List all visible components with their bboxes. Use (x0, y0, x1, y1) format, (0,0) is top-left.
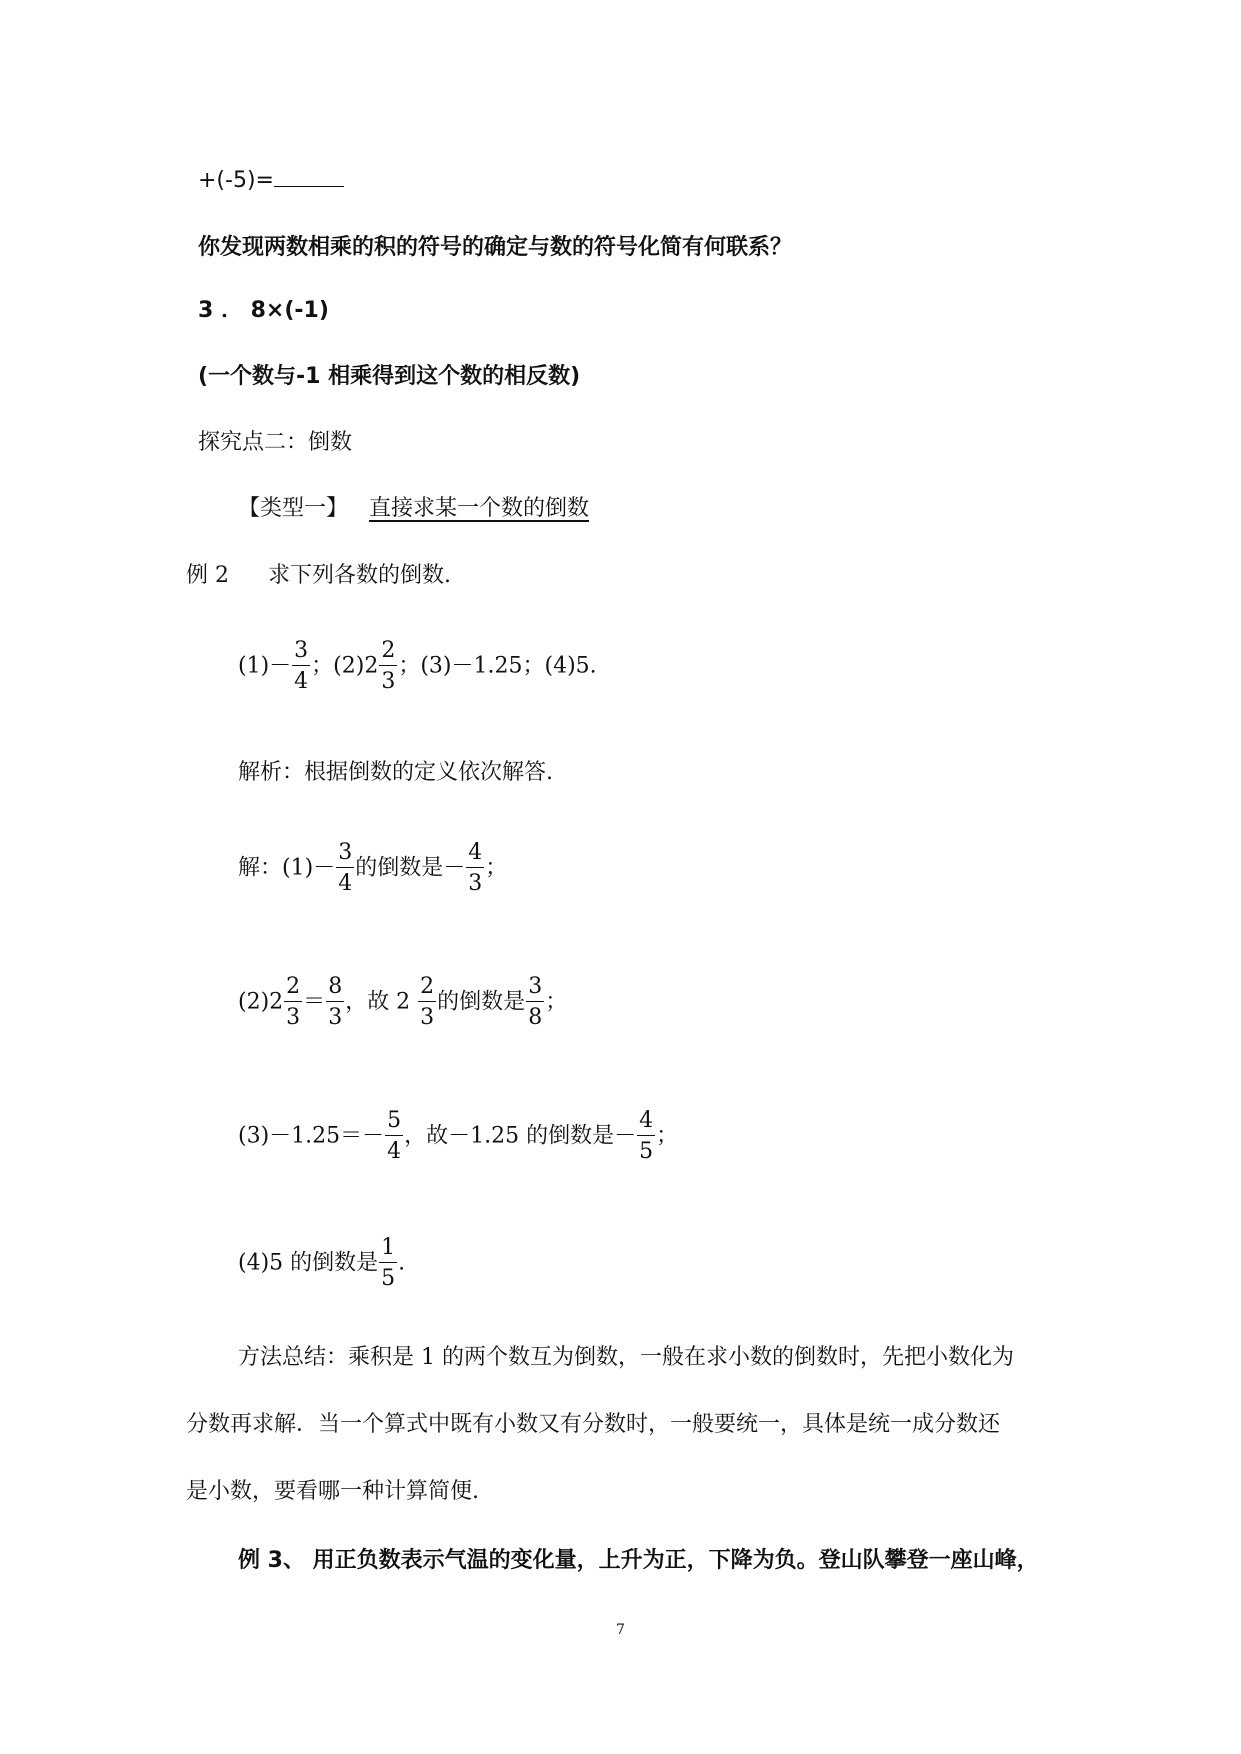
problem-text: ；(2)2 (311, 653, 379, 679)
method-summary-line-3: 是小数，要看哪一种计算简便. (186, 1479, 479, 1504)
solution-2: (2)2 $\frac{2}{3}$ ＝ $\frac{8}{3}$ ，故 2 $\frac{2}{3}$ 的倒数是 $\frac{3}{8}$ ； (238, 974, 568, 1030)
type-heading (238, 496, 589, 522)
solution-4: (4)5 的倒数是 $\frac{1}{5}$ . (238, 1235, 406, 1291)
example-label: 例 2 (186, 563, 229, 588)
problem-text: ；(3)－1.25；(4)5. (398, 653, 597, 679)
fraction: $\frac{4}{5}$ (639, 1108, 654, 1164)
fraction: $\frac{3}{4}$ (294, 638, 309, 694)
fraction: $\frac{3}{8}$ (528, 974, 543, 1030)
type-label: 【类型一】 (238, 496, 349, 521)
fraction: $\frac{3}{4}$ (338, 840, 353, 896)
section-heading: 探究点二：倒数 (198, 430, 353, 455)
fraction: $\frac{5}{4}$ (387, 1108, 402, 1164)
solution-3: (3)－1.25＝－ $\frac{5}{4}$ ，故－1.25 的倒数是－ $\frac{4}{5}$ ； (238, 1108, 679, 1164)
type-title: 直接求某一个数的倒数 (369, 496, 590, 521)
fraction: $\frac{2}{3}$ (286, 974, 301, 1030)
analysis-text: 根据倒数的定义依次解答. (304, 760, 554, 785)
summary-text: 乘积是 1 的两个数互为倒数，一般在求小数的倒数时，先把小数化为 (348, 1345, 1015, 1370)
equation-text: +(-5)= (198, 168, 274, 193)
answer-blank (274, 168, 344, 187)
example-3-text: 例 3、 用正负数表示气温的变化量，上升为正，下降为负。登山队攀登一座山峰， (238, 1548, 1039, 1573)
note-opposite-number: (一个数与-1 相乘得到这个数的相反数) (198, 364, 581, 389)
example-prompt: 求下列各数的倒数. (268, 563, 451, 588)
example-2-title (186, 563, 451, 589)
question-sign-relation: 你发现两数相乘的积的符号的确定与数的符号化简有何联系？ (198, 235, 793, 260)
method-summary-line-2: 分数再求解．当一个算式中既有小数又有分数时，一般要统一，具体是统一成分数还 (186, 1412, 1001, 1437)
solution-1: 解：(1)－ $\frac{3}{4}$ 的倒数是－ $\frac{4}{3}$ ； (238, 840, 508, 896)
fraction: $\frac{2}{3}$ (420, 974, 435, 1030)
item-3: 3 ． 8×(-1) (198, 298, 329, 323)
fraction: $\frac{8}{3}$ (328, 974, 343, 1030)
fraction: $\frac{2}{3}$ (381, 638, 396, 694)
page-number: 7 (616, 1622, 625, 1638)
fraction: $\frac{1}{5}$ (381, 1235, 396, 1291)
problem-list (238, 640, 597, 693)
analysis-label: 解析： (238, 760, 305, 785)
problem-text: (1)－ (238, 653, 292, 679)
analysis-line (238, 760, 553, 786)
summary-label: 方法总结： (238, 1345, 349, 1370)
solution-label: 解： (238, 855, 283, 881)
method-summary-line-1 (238, 1345, 1014, 1371)
equation-blank-line (198, 168, 344, 194)
fraction: $\frac{4}{3}$ (468, 840, 483, 896)
